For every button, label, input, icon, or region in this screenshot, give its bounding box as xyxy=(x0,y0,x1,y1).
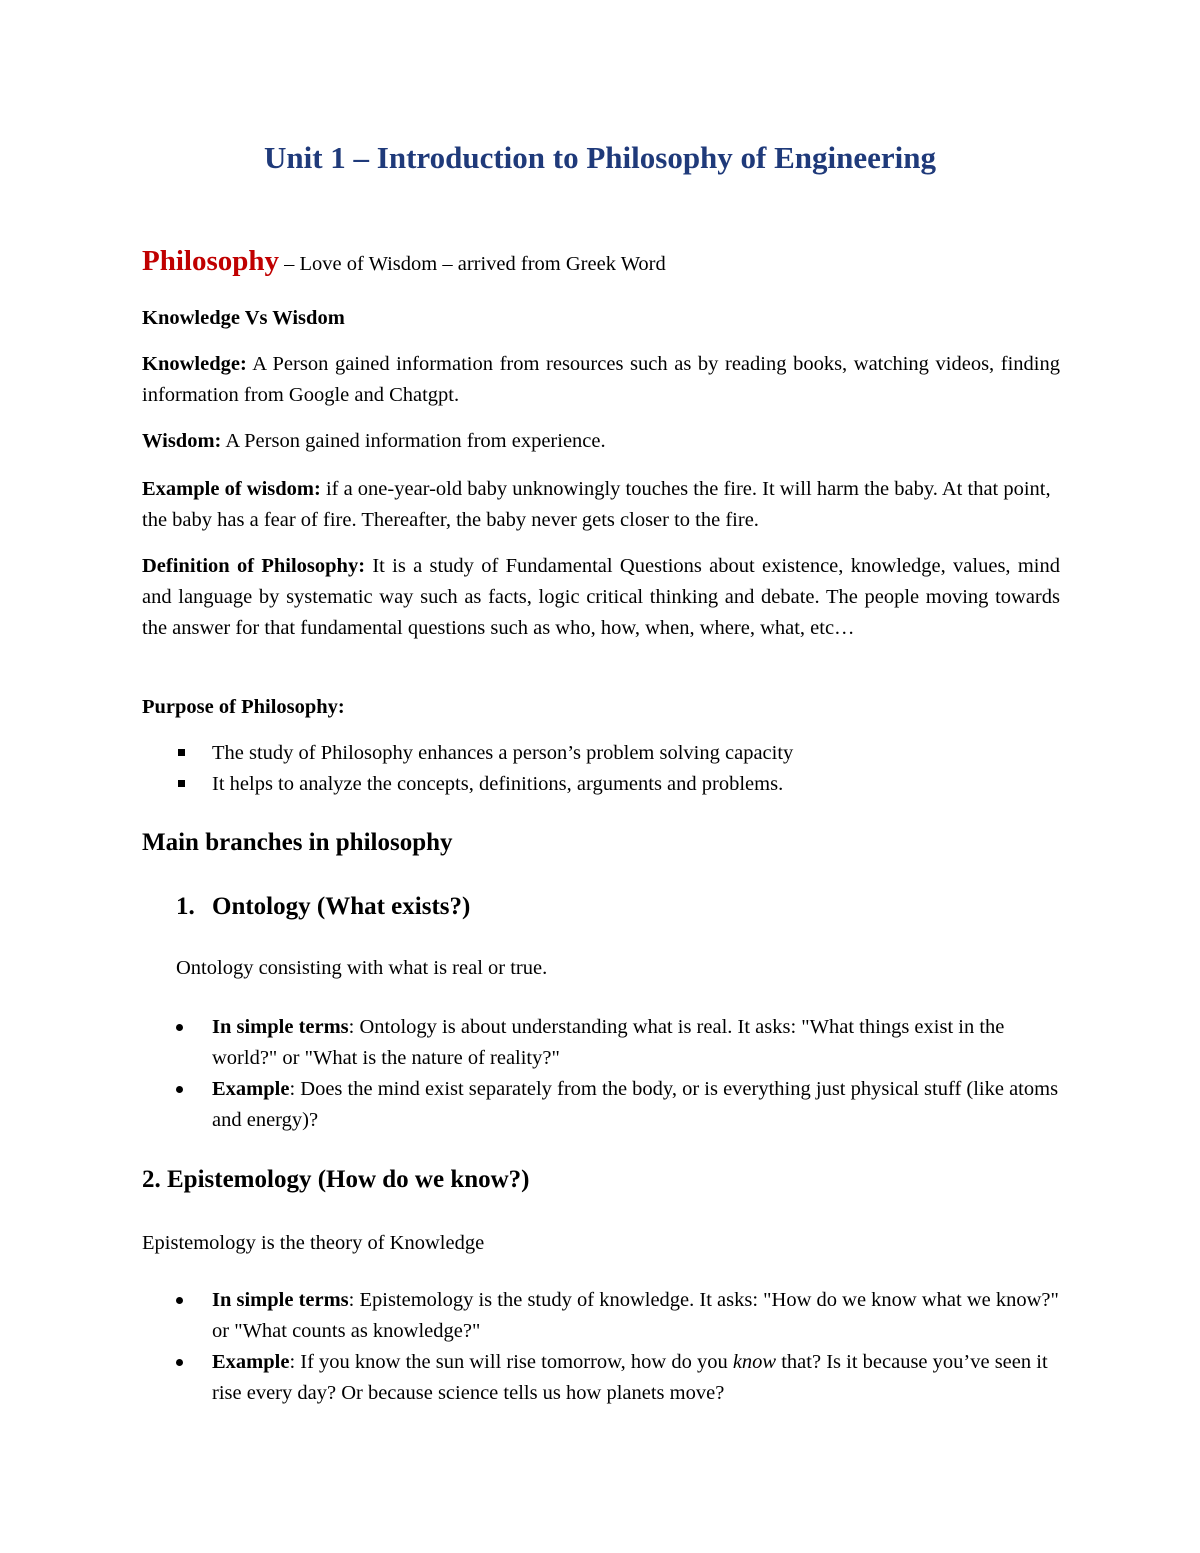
ontology-simple-text: : Ontology is about understanding what is real. It asks: "What things exist in the world?" or "What is the nature of reality?" xyxy=(212,1016,1005,1069)
list-item xyxy=(142,769,1060,800)
square-bullet-icon xyxy=(178,780,185,787)
example-wisdom-text: if a one-year-old baby unknowingly touches the fire. It will harm the baby. At that point, the baby has a fear of fire. Thereafter, the baby never gets closer to the fire. xyxy=(142,478,1051,531)
ontology-heading xyxy=(176,893,470,921)
philosophy-intro-text: – Love of Wisdom – arrived from Greek Word xyxy=(279,253,666,275)
epistemology-simple-text: : Epistemology is the study of knowledge. It asks: "How do we know what we know?" or "What counts as knowledge?" xyxy=(212,1289,1059,1342)
definition-label: Definition of Philosophy: xyxy=(142,555,366,577)
epistemology-example-text-2: that? Is it because you’ve seen it rise every day? Or because science tells us how planets move? xyxy=(212,1351,1048,1404)
square-bullet-icon xyxy=(178,749,185,756)
round-bullet-icon xyxy=(176,1086,183,1093)
knowledge-text: A Person gained information from resources such as by reading books, watching videos, finding information from Google and Chatgpt. xyxy=(142,353,1060,406)
ontology-heading-text: Ontology (What exists?) xyxy=(212,893,471,920)
epistemology-example-label: Example xyxy=(212,1351,290,1373)
round-bullet-icon xyxy=(176,1359,183,1366)
epistemology-list xyxy=(142,1285,1060,1409)
list-item xyxy=(142,1347,1060,1409)
page-title: Unit 1 – Introduction to Philosophy of Engineering xyxy=(263,140,937,175)
wisdom-text: A Person gained information from experience. xyxy=(221,430,606,452)
round-bullet-icon xyxy=(176,1024,183,1031)
purpose-heading: Purpose of Philosophy: xyxy=(142,696,345,718)
wisdom-label: Wisdom: xyxy=(142,430,222,452)
knowledge-paragraph xyxy=(142,349,1060,411)
ontology-example-text: : Does the mind exist separately from the body, or is everything just physical stuff (like atoms and energy)? xyxy=(212,1078,1059,1131)
list-item xyxy=(142,1074,1060,1136)
knowledge-label: Knowledge: xyxy=(142,353,247,375)
knowledge-vs-wisdom-heading: Knowledge Vs Wisdom xyxy=(142,307,345,329)
list-item xyxy=(142,738,1060,769)
philosophy-intro xyxy=(142,246,1060,280)
list-item xyxy=(142,1285,1060,1347)
example-wisdom-label: Example of wisdom: xyxy=(142,478,321,500)
definition-text: It is a study of Fundamental Questions about existence, knowledge, values, mind and language by systematic way such as facts, logic critical thinking and debate. The people moving towards the answer for that fundamental questions such as who, how, when, where, what, etc… xyxy=(142,555,1060,639)
wisdom-paragraph xyxy=(142,426,1060,457)
list-item xyxy=(142,1012,1060,1074)
definition-paragraph xyxy=(142,551,1060,644)
ontology-number: 1. xyxy=(176,893,195,920)
purpose-item-text: The study of Philosophy enhances a person’s problem solving capacity xyxy=(212,742,794,764)
ontology-list xyxy=(142,1012,1060,1136)
epistemology-simple-label: In simple terms xyxy=(212,1289,349,1311)
philosophy-word: Philosophy xyxy=(142,245,279,277)
purpose-item-text: It helps to analyze the concepts, definitions, arguments and problems. xyxy=(212,773,784,795)
ontology-simple-label: In simple terms xyxy=(212,1016,349,1038)
main-branches-heading: Main branches in philosophy xyxy=(142,829,453,856)
epistemology-example-italic: know xyxy=(732,1351,777,1373)
epistemology-example-text: : If you know the sun will rise tomorrow, how do you xyxy=(289,1351,733,1373)
epistemology-intro: Epistemology is the theory of Knowledge xyxy=(142,1232,485,1254)
ontology-intro: Ontology consisting with what is real or true. xyxy=(176,957,548,979)
round-bullet-icon xyxy=(176,1297,183,1304)
epistemology-heading: 2. Epistemology (How do we know?) xyxy=(142,1166,530,1193)
ontology-example-label: Example xyxy=(212,1078,290,1100)
example-wisdom-paragraph xyxy=(142,474,1060,536)
purpose-list xyxy=(142,738,1060,800)
